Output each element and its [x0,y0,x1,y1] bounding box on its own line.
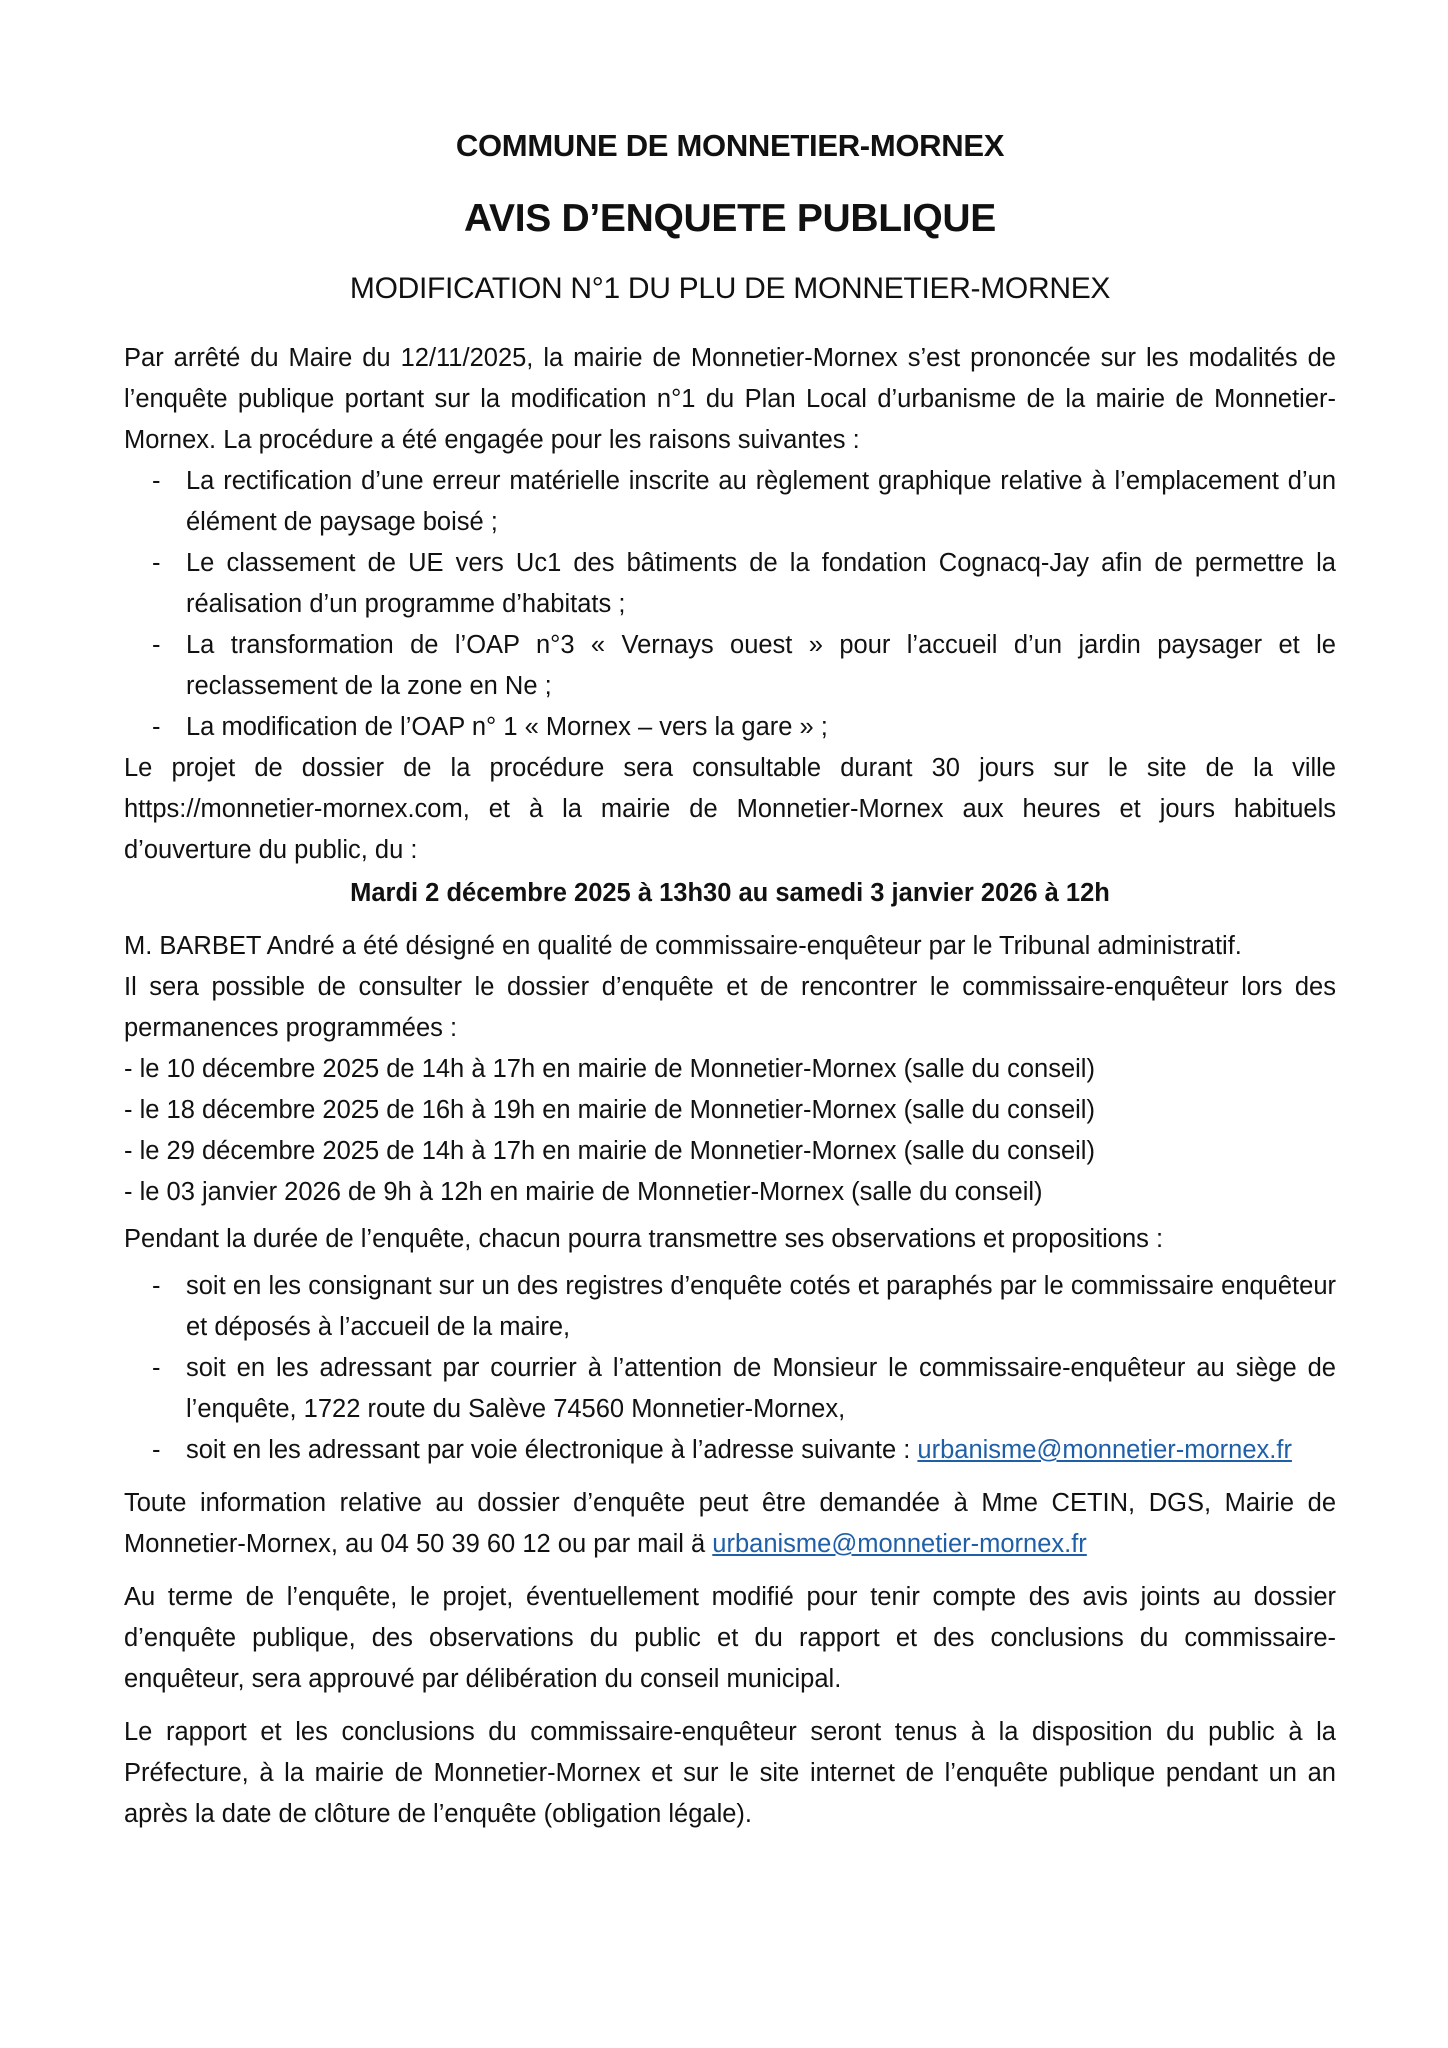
notice-body [124,338,1336,1835]
contact-email-link[interactable]: urbanisme@monnetier-mornex.fr [712,1530,1087,1558]
observations-intro: Pendant la durée de l’enquête, chacun pourra transmettre ses observations et propositions : [124,1225,1164,1253]
reason-item: - La transformation de l’OAP n°3 « Vernays ouest » pour l’accueil d’un jardin paysager et le reclassement de la zone en Ne ; [124,625,1336,707]
permanences-list [124,1049,1336,1213]
observation-text: soit en les consignant sur un des registres d’enquête cotés et paraphés par le commissaire enquêteur et déposés à l’accueil de la maire, [186,1272,1336,1341]
permanences-intro: Il sera possible de consulter le dossier d’enquête et de rencontrer le commissaire-enquêteur lors des permanences programmées : [124,973,1336,1042]
reason-item: - La rectification d’une erreur matérielle inscrite au règlement graphique relative à l’emplacement d’un élément de paysage boisé ; [124,461,1336,543]
conclusion-paragraph: Au terme de l’enquête, le projet, éventuellement modifié pour tenir compte des avis joints au dossier d’enquête publique, des observations du public et du rapport et des conclusions du commissaire-enquêteur, sera approuvé par délibération du conseil municipal. [124,1583,1336,1693]
observation-item [124,1430,1336,1471]
reason-item: - La modification de l’OAP n° 1 « Mornex – vers la gare » ; [124,707,1336,748]
permanence-item: - le 29 décembre 2025 de 14h à 17h en mairie de Monnetier-Mornex (salle du conseil) [124,1137,1095,1165]
page-subtitle: MODIFICATION N°1 DU PLU DE MONNETIER-MORNEX [349,272,1111,305]
intro-paragraph: Par arrêté du Maire du 12/11/2025, la mairie de Monnetier-Mornex s’est prononcée sur les modalités de l’enquête publique portant sur la modification n°1 du Plan Local d’urbanisme de la mairie de Monnetier-Mornex. La procédure a été engagée pour les raisons suivantes : [124,344,1336,454]
observation-item [124,1348,1336,1430]
page-title: AVIS D’ENQUETE PUBLIQUE [464,197,996,240]
reason-item: - Le classement de UE vers Uc1 des bâtiments de la fondation Cognacq-Jay afin de permettre la réalisation d’un programme d’habitats ; [124,543,1336,625]
inquiry-period: Mardi 2 décembre 2025 à 13h30 au samedi 3 janvier 2026 à 12h [350,879,1110,907]
commissioner-paragraph: M. BARBET André a été désigné en qualité de commissaire-enquêteur par le Tribunal administratif. [124,932,1242,960]
observation-item [124,1266,1336,1348]
contact-text: Toute information relative au dossier d’enquête peut être demandée à Mme CETIN, DGS, Mairie de Monnetier-Mornex, au 04 50 39 60 12 ou par mail ä [124,1489,1336,1558]
commune-heading: COMMUNE DE MONNETIER-MORNEX [455,128,1005,163]
contact-paragraph [124,1483,1336,1565]
observations-list [124,1266,1336,1471]
permanence-item: - le 03 janvier 2026 de 9h à 12h en mairie de Monnetier-Mornex (salle du conseil) [124,1178,1043,1206]
email-link[interactable]: urbanisme@monnetier-mornex.fr [917,1436,1292,1464]
permanence-item: - le 18 décembre 2025 de 16h à 19h en mairie de Monnetier-Mornex (salle du conseil) [124,1096,1095,1124]
consultation-paragraph: Le projet de dossier de la procédure sera consultable durant 30 jours sur le site de la ville https://monnetier-mornex.com, et à la mairie de Monnetier-Mornex aux heures et jours habituels d’ouverture du public, du : [124,754,1336,864]
observation-text: soit en les adressant par voie électronique à l’adresse suivante : [186,1436,918,1464]
reasons-list [124,461,1336,748]
permanence-item: - le 10 décembre 2025 de 14h à 17h en mairie de Monnetier-Mornex (salle du conseil) [124,1055,1095,1083]
report-paragraph: Le rapport et les conclusions du commissaire-enquêteur seront tenus à la disposition du public à la Préfecture, à la mairie de Monnetier-Mornex et sur le site internet de l’enquête publique pendant un an après la date de clôture de l’enquête (obligation légale). [124,1718,1336,1828]
observation-text: soit en les adressant par courrier à l’attention de Monsieur le commissaire-enquêteur au siège de l’enquête, 1722 route du Salève 74560 Monnetier-Mornex, [186,1354,1336,1423]
